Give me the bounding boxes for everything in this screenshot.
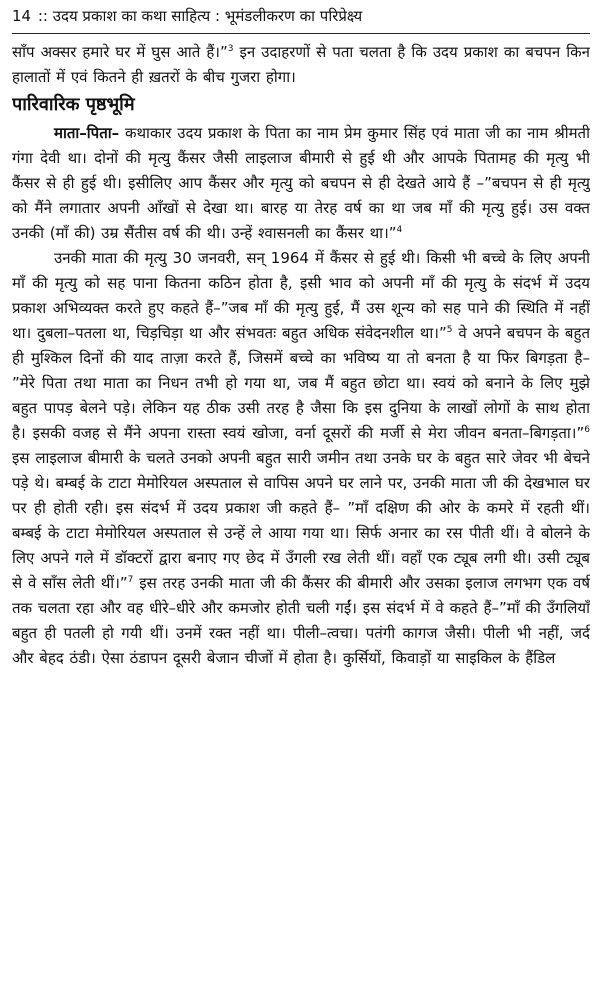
paragraph-text: वे अपने बचपन के बहुत ही मुश्किल दिनों की याद ताज़ा करते हैं, जिसमें बच्चे का भविष्य या तो बनता है या फिर बिगड़ता है– ”मेरे पिता तथा माता का निधन तभी हो गया था, जब मैं बहुत छोटा था। स्वयं को बनाने के लिए मुझे बहुत पापड़ बेलने पड़े। लेकिन यह ठीक उसी तरह है जैसा कि इस दुनिया के लाखों लोगों के साथ होता है। इसकी वजह से मैंने अपना रास्ता स्वयं खोजा, वर्ना दूसरों की मर्जी से मेरा जीवन बनता–बिगड़ता।” — [12, 324, 590, 442]
footnote-marker: 4 — [396, 225, 403, 235]
footnote-marker: 6 — [584, 425, 590, 435]
paragraph-mother-death — [12, 246, 590, 671]
book-title: उदय प्रकाश का कथा साहित्य : भूमंडलीकरण का परिप्रेक्ष्य — [52, 7, 363, 25]
paragraph-parents — [12, 121, 590, 246]
footnote-marker: 5 — [446, 325, 453, 335]
paragraph-text: इन उदाहरणों से पता चलता है कि उदय प्रकाश का बचपन किन हालातों में एवं कितने ही ख़तरों के बीच गुजरा होगा। — [12, 43, 590, 86]
paragraph-text: कथाकार उदय प्रकाश के पिता का नाम प्रेम कुमार सिंह एवं माता जी का नाम श्रीमती गंगा देवी था। दोनों की मृत्यु कैंसर जैसी लाइलाज बीमारी से हुई थी और आपके पितामह की मृत्यु भी कैंसर से ही हुई थी। इसीलिए आप कैंसर और मृत्यु को बचपन से ही देखते आये हैं –”बचपन से ही मृत्यु को मैंने लगातार अपनी आँखों से देखा था। बारह या तेरह वर्ष का था जब माँ की मृत्यु हुई। उस वक्त उनकी (माँ की) उम्र सैंतीस वर्ष की थी। उन्हें श्वासनली का कैंसर था।” — [12, 124, 590, 242]
paragraph-text: उनकी माता की मृत्यु 30 जनवरी, सन् 1964 में कैंसर से हुई थी। किसी भी बच्चे के लिए अपनी माँ की मृत्यु को सह पाना कितना कठिन होता है, इसी भाव को अपनी माँ की मृत्यु के संदर्भ में उदय प्रकाश अभिव्यक्त करते हुए कहते हैं–”जब माँ की मृत्यु हुई, मैं उस शून्य को सह पाने की स्थिति में नहीं था। दुबला–पतला था, चिड़चिड़ा था और संभवतः बहुत अधिक संवेदनशील था।” — [12, 249, 590, 342]
running-header — [12, 6, 590, 34]
page-number: 14 — [12, 7, 32, 25]
section-heading: पारिवारिक पृष्ठभूमि — [12, 94, 135, 115]
paragraph-text: इस लाइलाज बीमारी के चलते उनको अपनी बहुत सारी जमीन तथा उनके घर के बहुत सारे जेवर भी बेचने पड़े थे। बम्बई के टाटा मेमोरियल अस्पताल से वापिस अपने घर लाने पर, उनकी माता जी की देखभाल घर पर ही होती रही। इस संदर्भ में उदय प्रकाश जी कहते हैं– ”माँ दक्षिण की ओर के कमरे में रहती थीं। बम्बई के टाटा मेमोरियल अस्पताल से उन्हें ले आया गया था। सिर्फ अनार का रस पीती थीं। वे बोलने के लिए अपने गले में डॉक्टरों द्वारा बनाए गए छेद में उँगली रख लेती थीं। वहाँ एक ट्यूब लगी थी। उसी ट्यूब से वे साँस लेती थीं।” — [12, 449, 590, 592]
sub-heading: माता–पिता– — [54, 124, 120, 142]
paragraph-text: साँप अक्सर हमारे घर में घुस आते हैं।” — [12, 43, 228, 61]
paragraph-text: इस तरह उनकी माता जी की कैंसर की बीमारी और उसका इलाज लगभग एक वर्ष तक चलता रहा और वह धीरे–धीरे और कमजोर होती चली गईं। इस संदर्भ में वे कहते हैं–”माँ की उँगलियाँ बहुत ही पतली हो गयी थीं। उनमें रक्त नहीं था। पीली–त्वचा। पतंगी कागज जैसी। पीली भी नहीं, जर्द और बेहद ठंडी। ऐसा ठंडापन दूसरी बेजान चीजों में होता है। कुर्सियों, किवाड़ों या साइकिल के हैंडिल — [12, 574, 590, 667]
footnote-marker: 3 — [227, 44, 234, 54]
header-separator: :: — [37, 7, 48, 25]
footnote-marker: 7 — [127, 575, 134, 585]
book-page — [12, 6, 590, 991]
paragraph-continued — [12, 40, 590, 90]
